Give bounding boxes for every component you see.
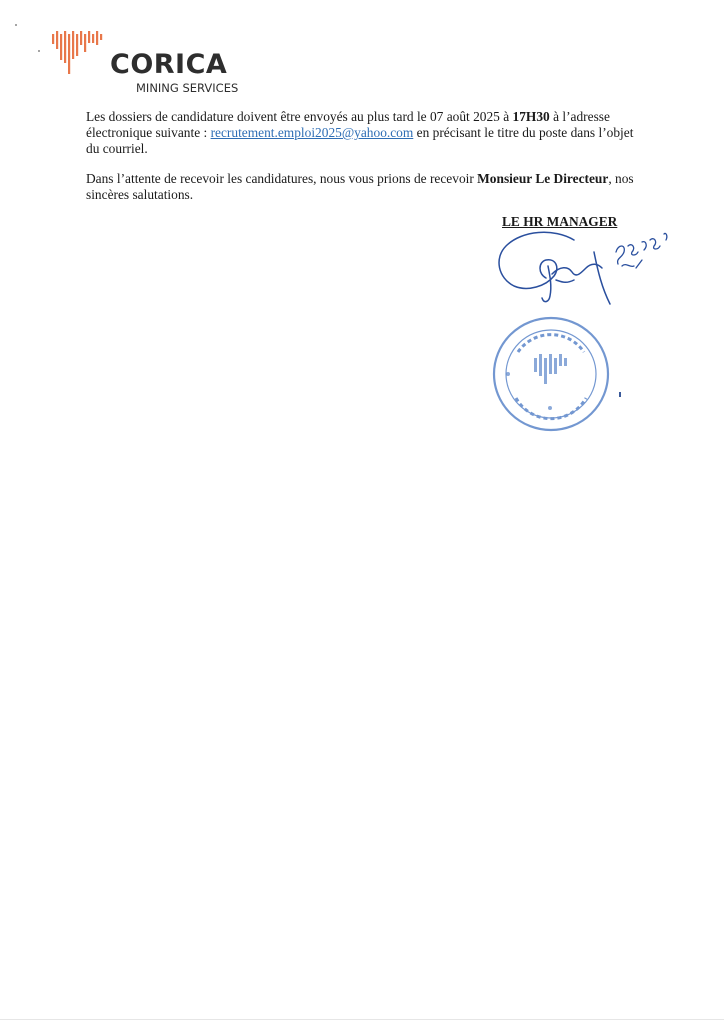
- company-logo: [50, 28, 250, 98]
- closing-paragraph: [86, 171, 646, 203]
- brand-name: CORICA: [110, 49, 228, 80]
- deadline-time: 17H30: [512, 109, 550, 124]
- company-seal-stamp-icon: [488, 312, 618, 436]
- application-deadline-paragraph: [86, 109, 646, 157]
- subject-instruction-text: en précisant le titre du poste dans l’objet du courriel.: [86, 125, 634, 156]
- deadline-text: Les dossiers de candidature doivent être envoyés au plus tard le 07 août 2025 à: [86, 109, 513, 124]
- handwritten-signature-icon: [494, 222, 614, 312]
- handwritten-date-icon: [612, 222, 672, 272]
- salutation-text: , nos sincères salutations.: [86, 171, 634, 202]
- address-intro-text: à l’adresse électronique suivante :: [86, 109, 610, 140]
- corica-logo-mark-icon: [50, 28, 110, 76]
- signatory-title: LE HR MANAGER: [502, 214, 618, 229]
- closing-text: Dans l’attente de recevoir les candidatures, nous vous prions de recevoir: [86, 171, 478, 186]
- closing-recipient: Monsieur Le Directeur: [477, 171, 609, 186]
- brand-tagline: MINING SERVICES: [136, 81, 239, 95]
- recruitment-email-link[interactable]: recrutement.emploi2025@yahoo.com: [210, 125, 414, 140]
- ink-mark: [619, 392, 621, 397]
- scan-speck: [38, 50, 40, 52]
- page-edge: [0, 1019, 724, 1020]
- scan-speck: [15, 24, 17, 26]
